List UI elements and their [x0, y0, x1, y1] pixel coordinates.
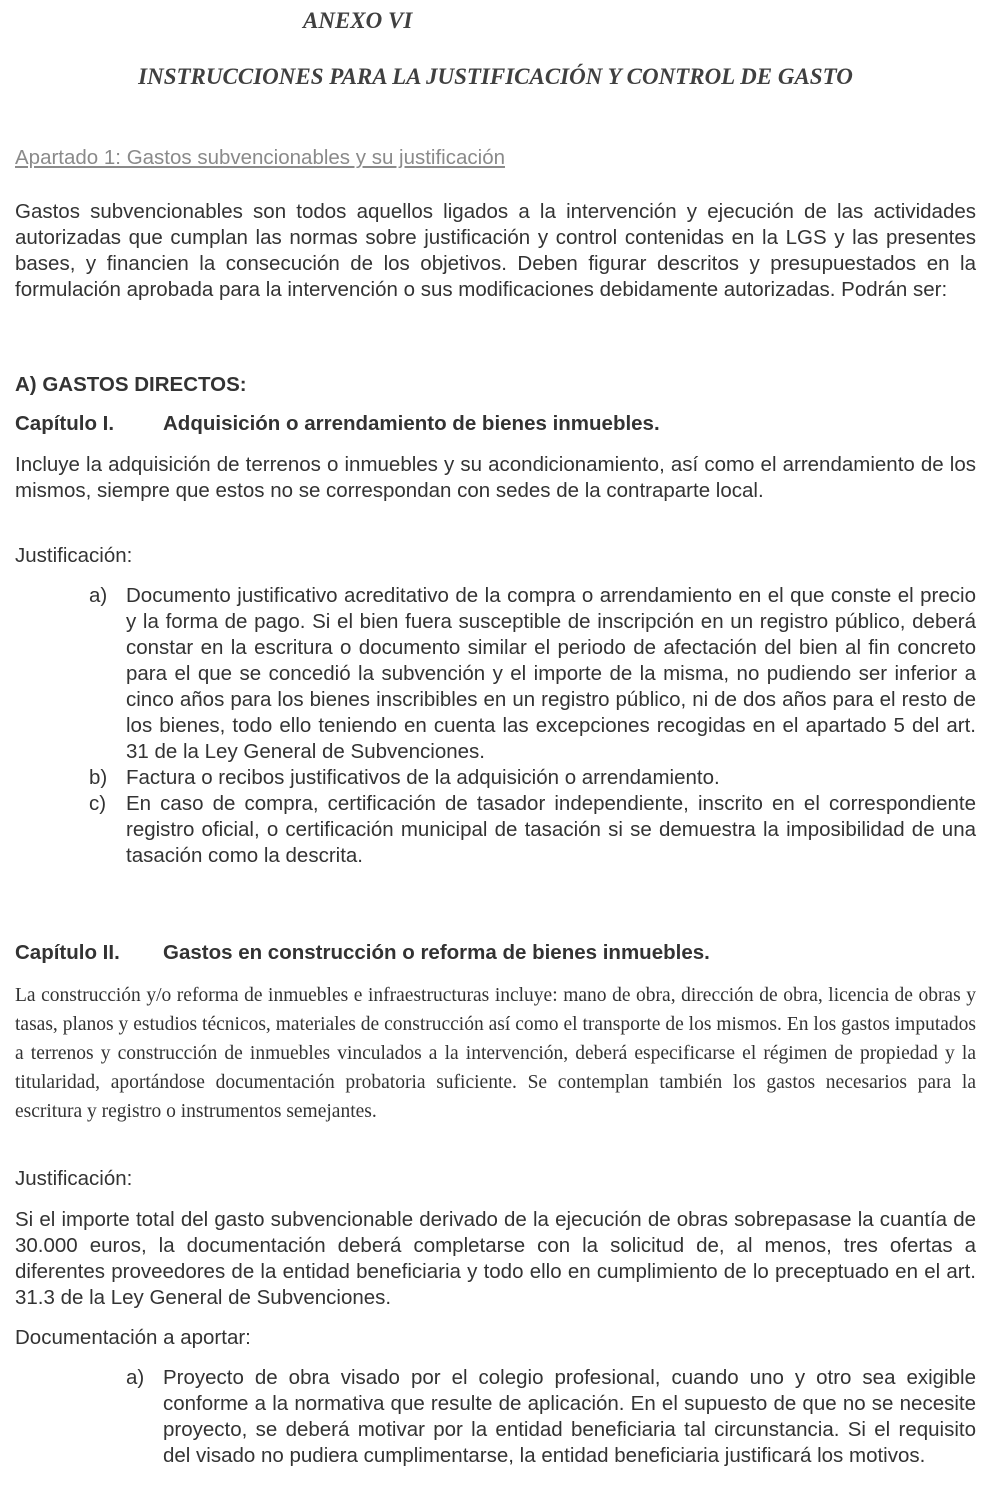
- chapter-1-justification-label: Justificación:: [15, 544, 133, 567]
- list-item-text: Factura o recibos justificativos de la adquisición o arrendamiento.: [126, 766, 720, 789]
- section-1-intro: Gastos subvencionables son todos aquellos ligados a la intervención y ejecución de las actividades autorizadas que cumplan las normas sobre justificación y control contenidas en la LGS y las presentes bases, y financien la consecución de los objetivos. Deben figurar descritos y presupuestados en la formulación aprobada para la intervención o sus modificaciones debidamente autorizadas. Podrán ser:: [15, 200, 976, 301]
- list-item: [89, 765, 976, 791]
- chapter-2-documentation-label: Documentación a aportar:: [15, 1326, 251, 1349]
- chapter-1-justification-list: [89, 583, 976, 869]
- chapter-2-number: Capítulo II.: [15, 941, 120, 964]
- section-1-title[interactable]: Apartado 1: Gastos subvencionables y su justificación: [15, 146, 505, 169]
- chapter-2-documentation-list: [126, 1365, 976, 1469]
- list-item: [89, 583, 976, 765]
- list-item: [126, 1365, 976, 1469]
- chapter-1-body: Incluye la adquisición de terrenos o inmuebles y su acondicionamiento, así como el arrendamiento de los mismos, siempre que estos no se correspondan con sedes de la contraparte local.: [15, 453, 976, 502]
- direct-costs-heading: A) GASTOS DIRECTOS:: [15, 373, 247, 396]
- chapter-1-heading: [15, 411, 660, 437]
- list-item-text: Proyecto de obra visado por el colegio profesional, cuando uno y otro sea exigible conforme a la normativa que resulte de aplicación. En el supuesto de que no se necesite proyecto, se deberá motivar por la entidad beneficiaria tal circunstancia. Si el requisito del visado no pudiera cumplimentarse, la entidad beneficiaria justificará los motivos.: [163, 1366, 976, 1467]
- chapter-1-title: Adquisición o arrendamiento de bienes inmuebles.: [163, 412, 660, 435]
- list-marker: b): [89, 766, 108, 789]
- list-marker: c): [89, 792, 107, 815]
- chapter-2-justification-text: Si el importe total del gasto subvencionable derivado de la ejecución de obras sobrepasase la cuantía de 30.000 euros, la documentación deberá completarse con la solicitud de, al menos, tres ofertas a diferentes proveedores de la entidad beneficiaria y todo ello en cumplimiento de lo preceptuado en el art. 31.3 de la Ley General de Subvenciones.: [15, 1208, 976, 1309]
- list-item-text: Documento justificativo acreditativo de la compra o arrendamiento en el que conste el precio y la forma de pago. Si el bien fuera susceptible de inscripción en un registro público, deberá constar en la escritura o documento similar el periodo de afectación del bien al fin concreto para el que se concedió la subvención y el importe de la misma, no pudiendo ser inferior a cinco años para los bienes inscribibles en un registro público, ni de dos años para el resto de los bienes, todo ello teniendo en cuenta las excepciones recogidas en el apartado 5 del art. 31 de la Ley General de Subvenciones.: [126, 584, 976, 763]
- chapter-2-heading: [15, 940, 710, 966]
- chapter-2-title: Gastos en construcción o reforma de bienes inmuebles.: [163, 941, 710, 964]
- chapter-2-justification-label: Justificación:: [15, 1167, 133, 1190]
- chapter-2-body: La construcción y/o reforma de inmuebles e infraestructuras incluye: mano de obra, dirección de obra, licencia de obras y tasas, planos y estudios técnicos, materiales de construcción así como el transporte de los mismos. En los gastos imputados a terrenos y construcción de inmuebles vinculados a la intervención, deberá especificarse el régimen de propiedad y la titularidad, aportándose documentación probatoria suficiente. Se contemplan también los gastos necesarios para la escritura y registro o instrumentos semejantes.: [15, 985, 976, 1122]
- list-item: [89, 791, 976, 869]
- annex-label: ANEXO VI: [303, 8, 413, 33]
- list-marker: a): [126, 1366, 145, 1389]
- chapter-1-number: Capítulo I.: [15, 412, 115, 435]
- document-title: INSTRUCCIONES PARA LA JUSTIFICACIÓN Y CONTROL DE GASTO: [138, 64, 853, 89]
- list-item-text: En caso de compra, certificación de tasador independiente, inscrito en el correspondiente registro oficial, o certificación municipal de tasación si se demuestra la imposibilidad de una tasación como la descrita.: [126, 792, 976, 867]
- list-marker: a): [89, 584, 108, 607]
